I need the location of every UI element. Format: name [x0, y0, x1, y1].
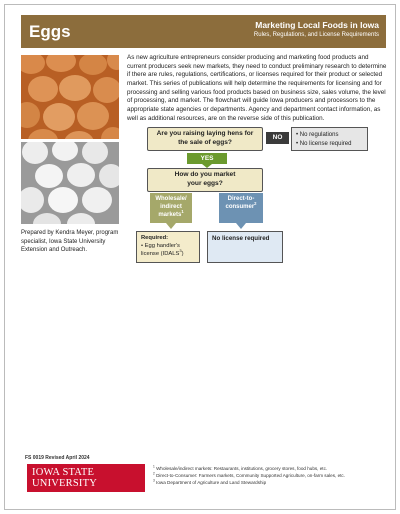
no-license-box: No license required	[207, 231, 283, 263]
question-laying-hens: Are you raising laying hens for the sale of eggs?	[147, 127, 263, 151]
direct-to-consumer-option: Direct-to- consumer$^2$	[219, 193, 263, 223]
series-subtitle: Rules, Regulations, and License Requirements	[253, 32, 379, 38]
white-eggs-photo	[21, 142, 119, 224]
wholesale-arrow	[166, 223, 176, 229]
no-regulations-box	[291, 127, 368, 151]
publication-number: FS 0019 Revised April 2024	[25, 455, 90, 461]
no-label: NO	[266, 132, 289, 144]
page-title: Eggs	[29, 22, 71, 41]
intro-paragraph: As new agriculture entrepreneurs consider producing and marketing food products and current producers seek new markets, they need to conduct preliminary research to determine if there are rules, regulations, certifications, or licenses required for their product or selected market. This series of publications will help determine the requirements for licensing and for processing and selling various food products based on business size, sales volume, the level of processing, and market. The flowchart will guide Iowa producers and processors to the appropriate state agencies or departments. Agency and department contact information, as well as additional resources, are on the reverse side of this publication.	[127, 54, 387, 122]
footnote: $^3$ Iowa Department of Agriculture and Land Stewardship	[153, 478, 267, 485]
header-banner	[21, 15, 386, 48]
wholesale-option: Wholesale/ indirect markets$^1$	[150, 193, 192, 223]
author-credit: Prepared by Kendra Meyer, program specialist, Iowa State University Extension and Outreach.	[21, 230, 119, 254]
direct-arrow	[236, 223, 246, 229]
footnote: $^2$ Direct-to-Consumer: Farmers markets, Community Supported Agriculture, on-farm sales, etc.	[153, 471, 345, 478]
no-item: • No license required	[296, 141, 352, 148]
footnote: $^1$ Wholesale/indirect markets: Restaurants, institutions, grocery stores, food hubs, etc.	[153, 464, 328, 471]
no-item: • No regulations	[296, 132, 339, 138]
yes-label: YES	[187, 153, 227, 164]
required-license-box: Required: • Egg handler's license (IDALS$^3$)	[136, 231, 200, 263]
isu-logo: IOWA STATE UNIVERSITY Extension and Outreach	[27, 464, 145, 492]
footnotes	[153, 466, 393, 487]
question-market-eggs: How do you market your eggs?	[147, 168, 263, 192]
brown-eggs-photo	[21, 55, 119, 139]
series-title: Marketing Local Foods in Iowa	[255, 20, 379, 30]
document-page	[4, 4, 396, 510]
